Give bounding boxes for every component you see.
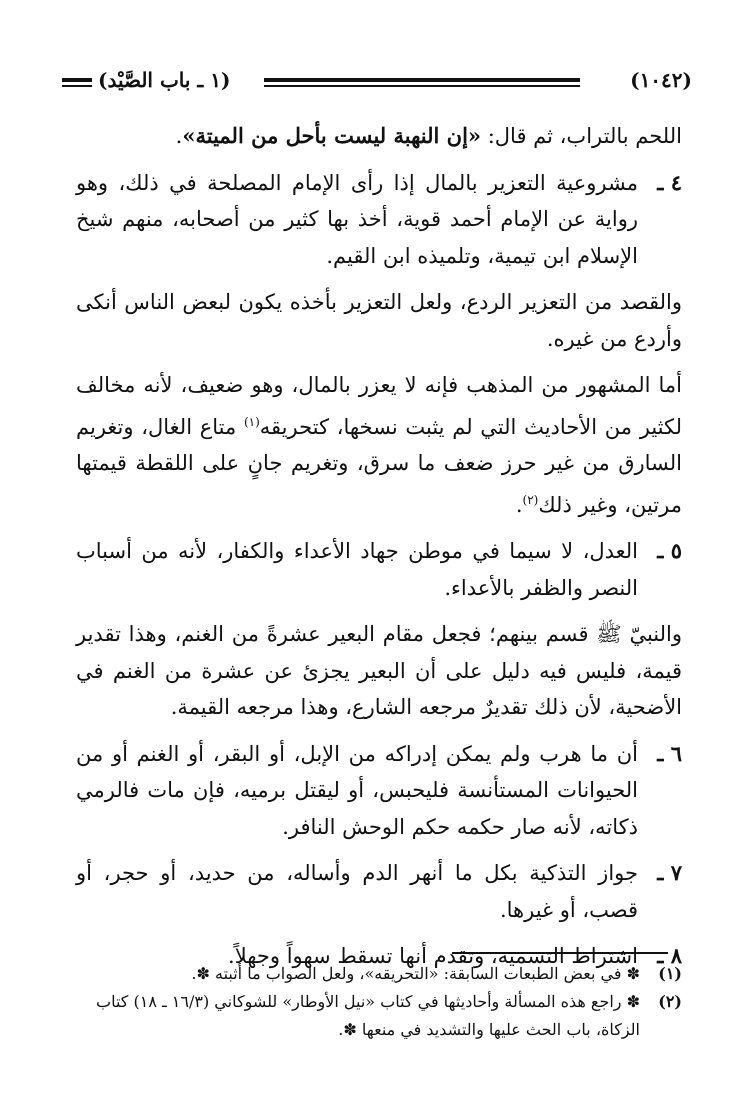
footnote-text: ✽ في بعض الطبعات السابقة: «التحريقه»، ولعل الصواب ما أثبته ✽. [191, 964, 640, 983]
list-item-4 [76, 165, 682, 275]
header-rule-end [62, 78, 92, 87]
item-number: ٧ ـ [657, 860, 682, 885]
list-item-7 [76, 855, 682, 928]
item-number: ٦ ـ [657, 740, 682, 766]
item-text: اشتراط التسمية، وتقدم أنها تسقط سهواً وجهلاً. [228, 944, 638, 968]
page-number: (١٠٤٢) [630, 68, 692, 92]
paragraph-text: متاع الغال، وتغريم السارق من غير حرز ضعف ما سرق، وتغريم جانٍ على اللقطة قيمتها مرتين، وغير ذلك [76, 414, 682, 517]
footnote-number: (١) [658, 964, 682, 983]
footnote-2 [76, 988, 682, 1044]
item-text: جواز التذكية بكل ما أنهر الدم وأساله، من حديد، أو حجر، أو قصب، أو غيرها. [76, 861, 638, 922]
footnote-ref-2: (٢) [522, 492, 539, 507]
header-rule [264, 78, 580, 87]
paragraph-text: أما المشهور من المذهب فإنه لا يعزر بالمال، وهو ضعيف، لأنه مخالف لكثير من الأحاديث التي لم يثبت نسخها، كتحريقه [76, 373, 682, 439]
footnote-text: ✽ راجع هذه المسألة وأحاديثها في كتاب «نيل الأوطار» للشوكاني (١٦/٣ ـ ١٨) كتاب الزكاة، باب الحث عليها والتشديد في منعها ✽. [96, 992, 640, 1039]
paragraph-continuation [76, 118, 682, 155]
quoted-hadith: «إن النهبة ليست بأحل من الميتة» [182, 123, 482, 148]
running-header [62, 68, 692, 98]
footnote-number: (٢) [658, 992, 682, 1011]
paragraph-prophet: والنبيّ ﷺ قسم بينهم؛ فجعل مقام البعير عشرةً من الغنم، وهذا تقدير قيمة، فليس فيه دليل على أن البعير يجزئ عن عشرة من الغنم في الأضحية، لأن ذلك تقديرٌ مرجعه الشارع، وهذا مرجعه القيمة. [76, 622, 682, 719]
footnote-separator [452, 952, 668, 954]
paragraph-madhhab [76, 367, 682, 523]
item-text: العدل، لا سيما في موطن جهاد الأعداء والكفار، لأنه من أسباب النصر والظفر بالأعداء. [76, 539, 638, 600]
chapter-title: (١ ـ باب الصَّيْد) [98, 68, 231, 92]
item-number: ٤ ـ [657, 169, 682, 195]
list-item-5 [76, 533, 682, 606]
list-item-6 [76, 736, 682, 846]
item-number: ٥ ـ [657, 538, 682, 563]
item-text: مشروعية التعزير بالمال إذا رأى الإمام المصلحة في ذلك، وهو رواية عن الإمام أحمد قوية، أخذ بها كثير من أصحابه، منهم شيخ الإسلام ابن تيمية، وتلميذه ابن القيم. [76, 170, 638, 268]
paragraph-text: اللحم بالتراب، ثم قال: [481, 124, 682, 148]
footnote-ref-1: (١) [243, 414, 260, 429]
paragraph-intent: والقصد من التعزير الردع، ولعل التعزير بأخذه يكون لبعض الناس أنكى وأردع من غيره. [76, 290, 682, 351]
footnotes [76, 960, 682, 1044]
item-number: ٨ ـ [657, 943, 682, 968]
main-text [76, 118, 682, 975]
footnote-1 [76, 960, 682, 988]
punctuation: . [515, 492, 523, 517]
punctuation: . [175, 124, 183, 148]
item-text: أن ما هرب ولم يمكن إدراكه من الإبل، أو البقر، أو الغنم أو من الحيوانات المستأنسة فليحبس، أو ليقتل برميه، فإن مات فالرمي ذكاته، لأنه صار حكمه حكم الوحش النافر. [76, 741, 638, 839]
